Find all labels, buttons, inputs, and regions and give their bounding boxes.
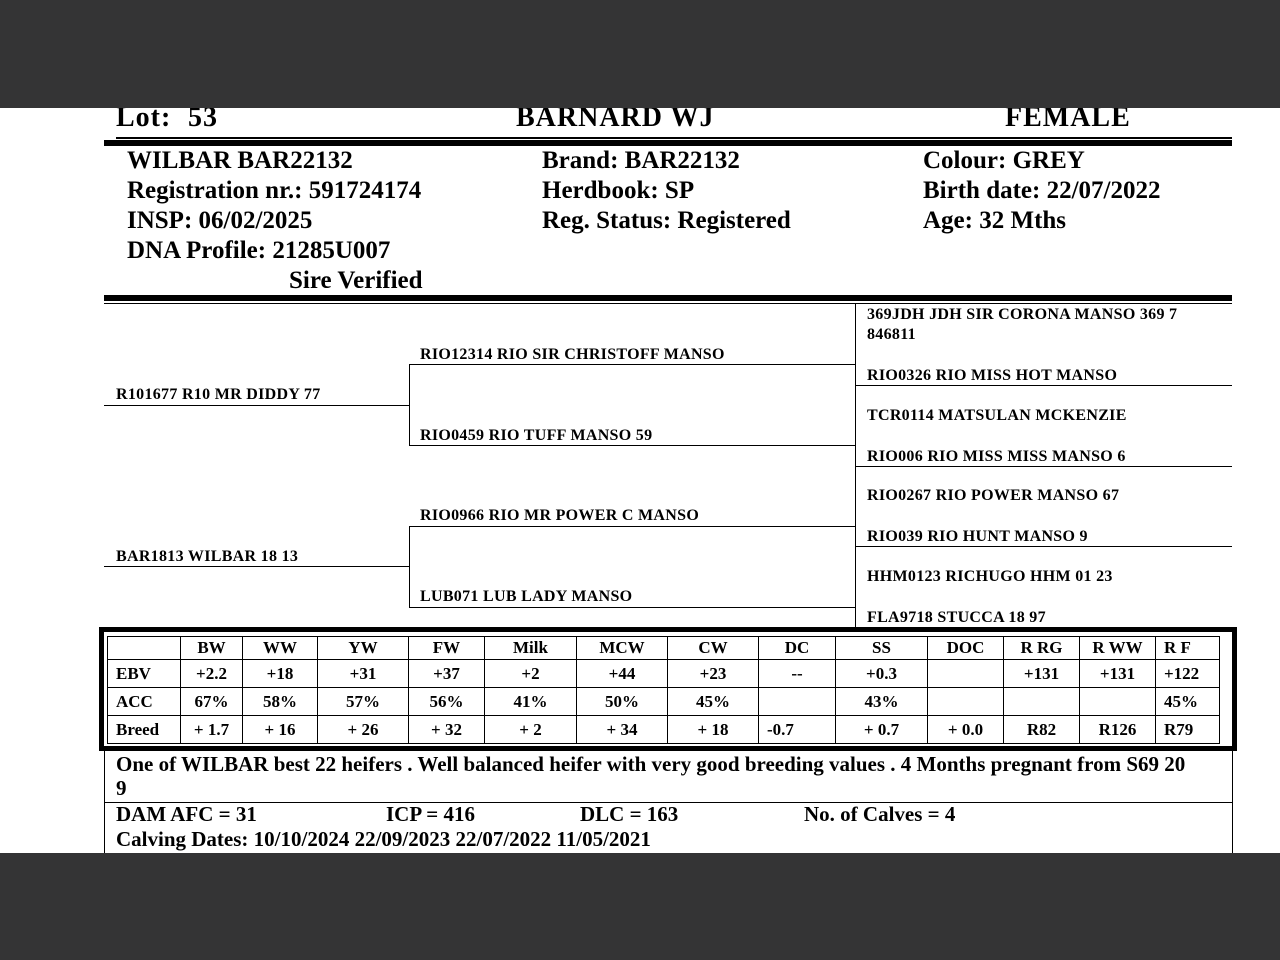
pedigree-line bbox=[104, 405, 409, 406]
acc-cell bbox=[928, 688, 1004, 716]
ebv-cell: +31 bbox=[318, 660, 409, 688]
pedigree-ggp-4: RIO006 RIO MISS MISS MANSO 6 bbox=[867, 448, 1126, 465]
ebv-header-cell: WW bbox=[243, 637, 318, 660]
breed-cell: + 2 bbox=[485, 716, 577, 744]
ebv-header-cell: MCW bbox=[577, 637, 668, 660]
pedigree-line bbox=[409, 364, 855, 365]
breed-cell: R79 bbox=[1156, 716, 1220, 744]
breed-cell: + 26 bbox=[318, 716, 409, 744]
ebv-header-cell: R F bbox=[1156, 637, 1220, 660]
ebv-cell: +131 bbox=[1080, 660, 1156, 688]
birth-date: Birth date: 22/07/2022 bbox=[923, 177, 1161, 204]
breed-cell: -0.7 bbox=[759, 716, 836, 744]
ebv-header-cell bbox=[108, 637, 181, 660]
herdbook: Herdbook: SP bbox=[542, 177, 695, 204]
pedigree-ggp-2: RIO0326 RIO MISS HOT MANSO bbox=[867, 367, 1118, 384]
breed-cell: R82 bbox=[1004, 716, 1080, 744]
acc-cell bbox=[1004, 688, 1080, 716]
pedigree-dam: BAR1813 WILBAR 18 13 bbox=[116, 548, 299, 565]
pedigree-line bbox=[409, 364, 410, 446]
acc-cell: 67% bbox=[181, 688, 243, 716]
comment-text bbox=[116, 752, 1185, 800]
pedigree-dam-dam: LUB071 LUB LADY MANSO bbox=[420, 588, 633, 605]
dam-afc: DAM AFC = 31 bbox=[116, 802, 257, 826]
breed-cell: + 0.0 bbox=[928, 716, 1004, 744]
insp-date: INSP: 06/02/2025 bbox=[127, 207, 313, 234]
ebv-cell: -- bbox=[759, 660, 836, 688]
pedigree-sire: R101677 R10 MR DIDDY 77 bbox=[116, 386, 321, 403]
pedigree-ggp-8: FLA9718 STUCCA 18 97 bbox=[867, 609, 1046, 626]
pedigree-sire-sire: RIO12314 RIO SIR CHRISTOFF MANSO bbox=[420, 346, 725, 363]
pedigree-line bbox=[409, 526, 855, 527]
ebv-cell: +2.2 bbox=[181, 660, 243, 688]
ebv-header-cell: R RG bbox=[1004, 637, 1080, 660]
breed-cell: + 16 bbox=[243, 716, 318, 744]
lot-number: 53 bbox=[188, 108, 218, 133]
acc-cell bbox=[1080, 688, 1156, 716]
comment-line-1: One of WILBAR best 22 heifers . Well balanced heifer with very good breeding values . 4 Months pregnant from S69 20 bbox=[116, 752, 1186, 776]
ebv-header-row bbox=[108, 637, 1220, 660]
acc-cell: 45% bbox=[668, 688, 759, 716]
ebv-cell: +44 bbox=[577, 660, 668, 688]
acc-cell: 58% bbox=[243, 688, 318, 716]
ebv-table bbox=[107, 636, 1220, 744]
sex-label: FEMALE bbox=[1005, 108, 1131, 133]
breed-cell: + 18 bbox=[668, 716, 759, 744]
acc-cell: 41% bbox=[485, 688, 577, 716]
ebv-header-cell: BW bbox=[181, 637, 243, 660]
ebv-cell: +37 bbox=[409, 660, 485, 688]
breed-cell: + 34 bbox=[577, 716, 668, 744]
ebv-header-cell: YW bbox=[318, 637, 409, 660]
acc-row bbox=[108, 688, 1220, 716]
pedigree-dam-sire: RIO0966 RIO MR POWER C MANSO bbox=[420, 507, 700, 524]
dam-calves: No. of Calves = 4 bbox=[804, 802, 956, 826]
acc-row-label: ACC bbox=[108, 688, 181, 716]
lot-label: Lot: bbox=[116, 108, 172, 133]
pedigree-divider bbox=[855, 304, 856, 630]
pedigree-sire-dam: RIO0459 RIO TUFF MANSO 59 bbox=[420, 427, 653, 444]
animal-name: WILBAR BAR22132 bbox=[127, 147, 353, 174]
ebv-cell: +0.3 bbox=[836, 660, 928, 688]
ebv-cell: +122 bbox=[1156, 660, 1220, 688]
ebv-header-cell: Milk bbox=[485, 637, 577, 660]
pedigree-line bbox=[409, 607, 855, 608]
pedigree-ggp-3: TCR0114 MATSULAN MCKENZIE bbox=[867, 407, 1127, 424]
animal-info-col1 bbox=[127, 146, 423, 296]
dna-profile: DNA Profile: 21285U007 bbox=[127, 237, 391, 264]
ebv-cell: +18 bbox=[243, 660, 318, 688]
breed-cell: + 1.7 bbox=[181, 716, 243, 744]
acc-cell: 56% bbox=[409, 688, 485, 716]
dam-dlc: DLC = 163 bbox=[580, 802, 679, 826]
lot-card bbox=[0, 108, 1280, 853]
ebv-header-cell: R WW bbox=[1080, 637, 1156, 660]
ebv-row-label: EBV bbox=[108, 660, 181, 688]
pedigree-ggp-1-line2: 846811 bbox=[867, 326, 916, 343]
breed-cell: + 32 bbox=[409, 716, 485, 744]
breed-cell: + 0.7 bbox=[836, 716, 928, 744]
animal-info-col2 bbox=[542, 146, 791, 236]
ebv-header-cell: SS bbox=[836, 637, 928, 660]
ebv-header-cell: CW bbox=[668, 637, 759, 660]
pedigree-line bbox=[855, 385, 1232, 386]
comment-line-2: 9 bbox=[116, 776, 127, 800]
pedigree-ggp-6: RIO039 RIO HUNT MANSO 9 bbox=[867, 528, 1088, 545]
info-rule-thick bbox=[104, 295, 1232, 301]
calving-dates: Calving Dates: 10/10/2024 22/09/2023 22/07/2022 11/05/2021 bbox=[116, 827, 651, 851]
ebv-cell bbox=[928, 660, 1004, 688]
acc-cell: 50% bbox=[577, 688, 668, 716]
owner-name: BARNARD WJ bbox=[516, 108, 715, 133]
pedigree-line bbox=[855, 546, 1232, 547]
ebv-cell: +131 bbox=[1004, 660, 1080, 688]
info-rule-thin bbox=[104, 303, 1232, 304]
brand: Brand: BAR22132 bbox=[542, 147, 740, 174]
pedigree-ggp-7: HHM0123 RICHUGO HHM 01 23 bbox=[867, 568, 1113, 585]
dam-icp: ICP = 416 bbox=[386, 802, 475, 826]
ebv-header-cell: FW bbox=[409, 637, 485, 660]
pedigree-line bbox=[855, 466, 1232, 467]
ebv-cell: +23 bbox=[668, 660, 759, 688]
acc-cell: 45% bbox=[1156, 688, 1220, 716]
ebv-cell: +2 bbox=[485, 660, 577, 688]
age: Age: 32 Mths bbox=[923, 207, 1067, 234]
pedigree-line bbox=[409, 445, 855, 446]
header-rule-thin bbox=[116, 137, 1232, 139]
animal-info-col3 bbox=[923, 146, 1161, 236]
breed-cell: R126 bbox=[1080, 716, 1156, 744]
pedigree-ggp-5: RIO0267 RIO POWER MANSO 67 bbox=[867, 487, 1120, 504]
acc-cell: 57% bbox=[318, 688, 409, 716]
acc-cell: 43% bbox=[836, 688, 928, 716]
registration-status: Reg. Status: Registered bbox=[542, 207, 791, 234]
ebv-row bbox=[108, 660, 1220, 688]
pedigree-line bbox=[409, 526, 410, 607]
ebv-header-cell: DC bbox=[759, 637, 836, 660]
breed-row-label: Breed bbox=[108, 716, 181, 744]
ebv-header-cell: DOC bbox=[928, 637, 1004, 660]
pedigree-ggp-1: 369JDH JDH SIR CORONA MANSO 369 7 bbox=[867, 306, 1178, 323]
breed-row bbox=[108, 716, 1220, 744]
dna-status: Sire Verified bbox=[289, 267, 423, 294]
registration-number: Registration nr.: 591724174 bbox=[127, 177, 422, 204]
acc-cell bbox=[759, 688, 836, 716]
colour: Colour: GREY bbox=[923, 147, 1085, 174]
pedigree-line bbox=[104, 566, 409, 567]
